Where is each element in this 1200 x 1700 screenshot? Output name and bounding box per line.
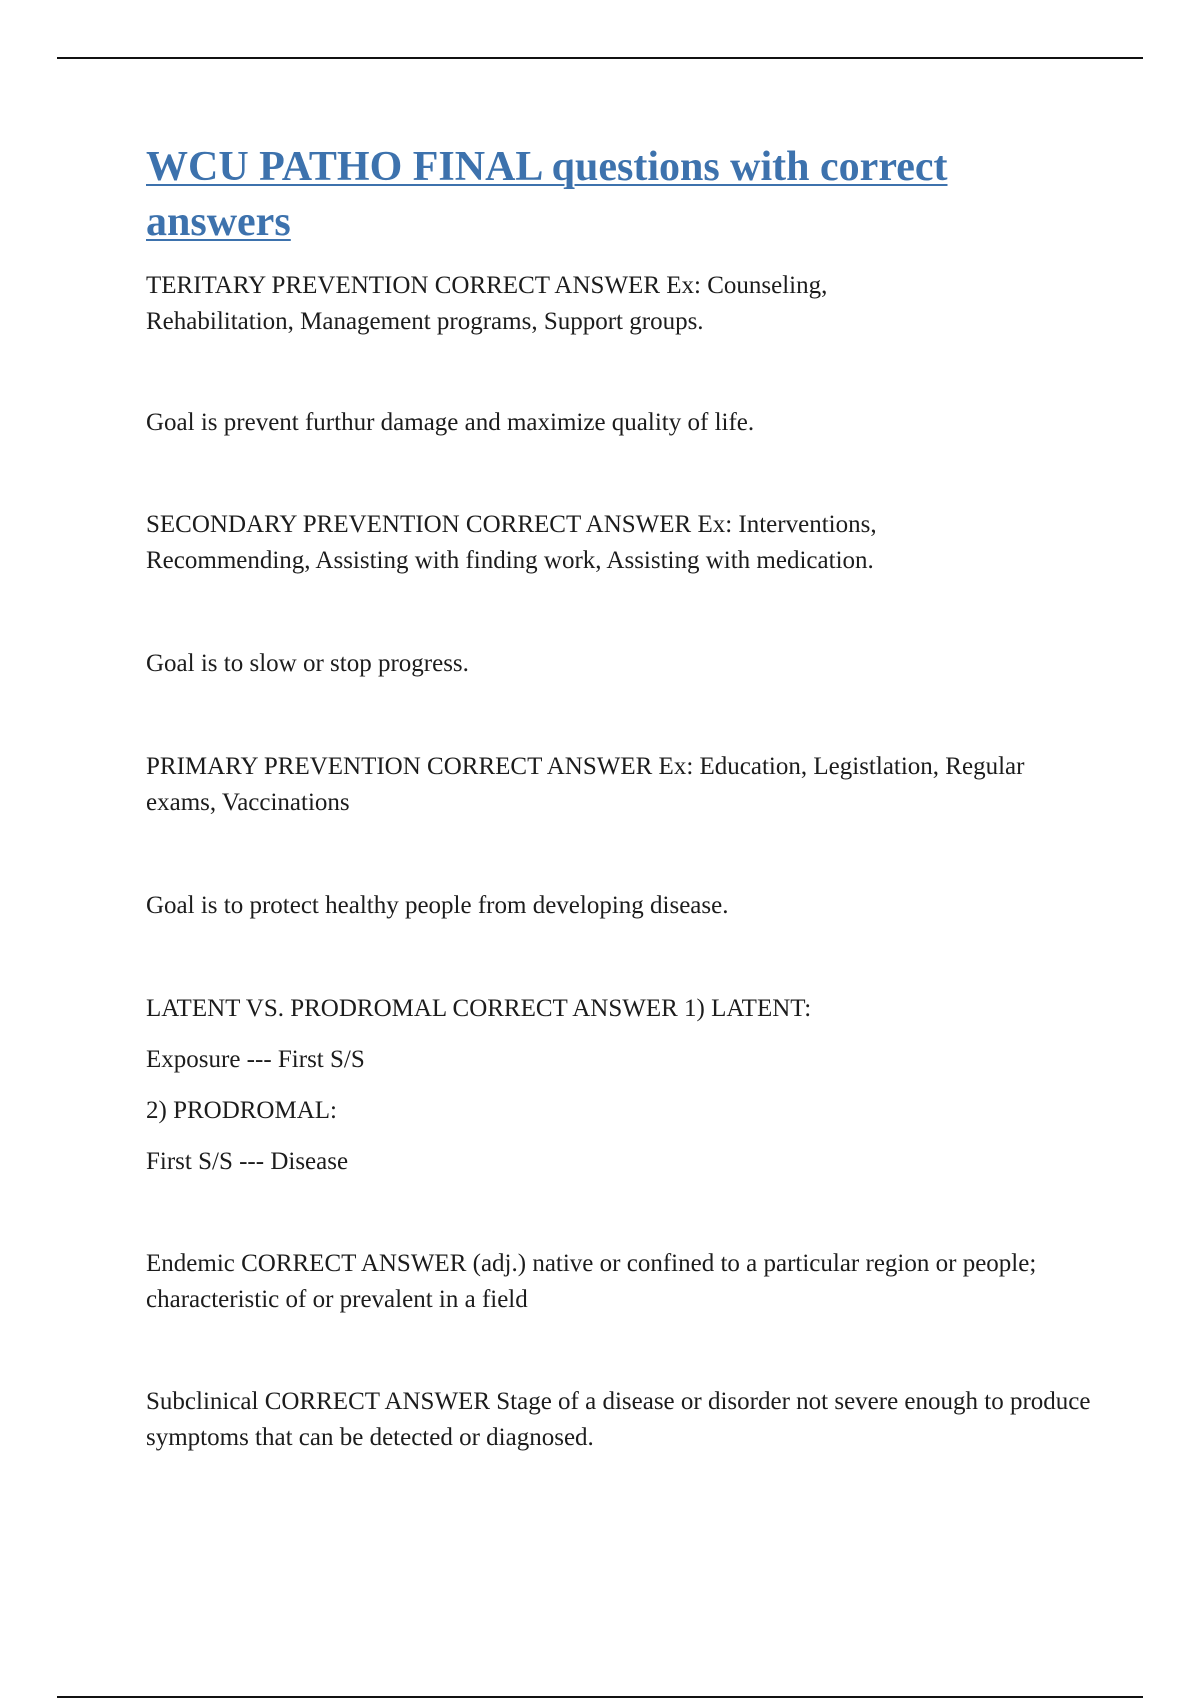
document-title[interactable] (146, 140, 1046, 250)
entry-prodromal-label: 2) PRODROMAL: (146, 1097, 337, 1124)
entry-primary-prevention: PRIMARY PREVENTION CORRECT ANSWER Ex: Education, Legistlation, Regular exams, Vaccinations (146, 753, 1025, 816)
top-rule (57, 57, 1143, 59)
entry-tertiary-goal: Goal is prevent furthur damage and maximize quality of life. (146, 409, 755, 436)
entry-tertiary-prevention: TERITARY PREVENTION CORRECT ANSWER Ex: Counseling, Rehabilitation, Management programs, Support groups. (146, 272, 828, 335)
title-link[interactable]: WCU PATHO FINAL questions with correct answers (146, 144, 948, 245)
entry-secondary-prevention: SECONDARY PREVENTION CORRECT ANSWER Ex: Interventions, Recommending, Assisting with finding work, Assisting with medication. (146, 511, 877, 574)
entry-prodromal-definition: First S/S --- Disease (146, 1148, 349, 1175)
entry-latent-vs-prodromal: LATENT VS. PRODROMAL CORRECT ANSWER 1) LATENT: (146, 995, 812, 1022)
entry-primary-goal: Goal is to protect healthy people from developing disease. (146, 892, 729, 919)
document-body (146, 140, 1106, 1456)
entry-endemic: Endemic CORRECT ANSWER (adj.) native or confined to a particular region or people; characteristic of or prevalent in a field (146, 1250, 1037, 1313)
entry-secondary-goal: Goal is to slow or stop progress. (146, 650, 469, 677)
entry-subclinical: Subclinical CORRECT ANSWER Stage of a disease or disorder not severe enough to produce symptoms that can be detected or diagnosed. (146, 1388, 1091, 1451)
bottom-rule (57, 1696, 1143, 1698)
entry-latent-definition: Exposure --- First S/S (146, 1046, 365, 1073)
